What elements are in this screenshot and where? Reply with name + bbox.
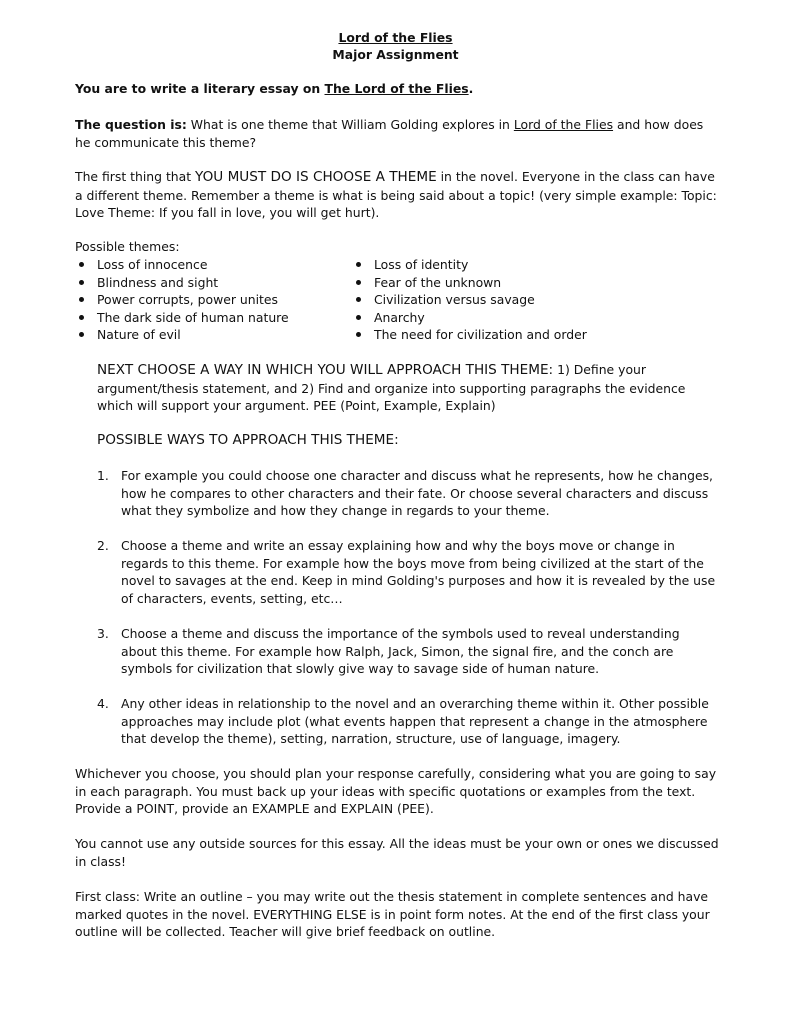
item-number: 3. (97, 626, 109, 641)
theme-item (352, 274, 587, 292)
theme-item (75, 309, 289, 327)
bullet-icon (356, 315, 361, 320)
first-thing-emphasis: YOU MUST DO IS CHOOSE A THEME (195, 169, 437, 185)
themes-heading: Possible themes: (75, 239, 180, 254)
question-book-title: Lord of the Flies (513, 117, 614, 132)
theme-label: Civilization versus savage (374, 292, 535, 307)
theme-label: Fear of the unknown (374, 274, 502, 290)
item-number: 2. (97, 538, 109, 553)
theme-item (75, 256, 289, 274)
item-number: 4. (97, 696, 109, 711)
bullet-icon (356, 280, 361, 285)
theme-item (352, 326, 587, 344)
theme-label: Loss of identity (374, 257, 469, 272)
theme-item (352, 256, 587, 274)
theme-item (75, 291, 289, 309)
theme-item (75, 274, 289, 292)
whichever-paragraph: Whichever you choose, you should plan your response carefully, considering what you are going to say in each paragraph. You must back up your ideas with specific quotations or examples from the text. Provide a POINT, provide an EXAMPLE and EXPLAIN (PEE). (75, 766, 717, 816)
bullet-icon (79, 315, 84, 320)
item-text: Any other ideas in relationship to the novel and an overarching theme within it. Other possible approaches may include plot (what events happen that represent a change in the atmosphere that develop the theme), setting, narration, structure, use of language, imagery. (121, 696, 709, 746)
document-title: Lord of the Flies (338, 30, 453, 45)
theme-label: Nature of evil (97, 327, 181, 342)
theme-label: Loss of innocence (97, 257, 208, 272)
intro-book-title: The Lord of the Flies (324, 81, 469, 96)
theme-item (352, 309, 587, 327)
document-subtitle: Major Assignment (332, 47, 459, 62)
bullet-icon (356, 297, 361, 302)
themes-column-left (75, 256, 289, 344)
ways-heading: POSSIBLE WAYS TO APPROACH THIS THEME: (97, 432, 399, 448)
intro-period: . (468, 81, 474, 96)
first-class-paragraph: First class: Write an outline – you may write out the thesis statement in complete sentences and have marked quotes in the novel. EVERYTHING ELSE is in point form notes. At the end of the first class your outline will be collected. Teacher will give brief feedback on outline. (75, 889, 710, 939)
first-thing-text: The first thing that (75, 169, 196, 184)
theme-label: Blindness and sight (97, 274, 219, 290)
bullet-icon (79, 332, 84, 337)
item-number: 1. (97, 468, 109, 483)
document-title-block (0, 29, 791, 63)
theme-label: Anarchy (374, 309, 425, 325)
question-label: The question is: (75, 117, 187, 132)
next-choose-text: 1) Define your argument/thesis statement, and 2) Find and organize into supporting paragraphs the evidence which will support your argument. PEE (Point, Example, Explain) (97, 362, 686, 413)
intro-paragraph (75, 80, 720, 98)
bullet-icon (356, 332, 361, 337)
item-text: For example you could choose one character and discuss what he represents, how he changes, how he compares to other characters and their fate. Or choose several characters and discuss what they symbolize and how they change in regards to your theme. (121, 468, 713, 518)
question-paragraph (75, 116, 720, 151)
theme-label: The dark side of human nature (97, 309, 289, 325)
theme-item (75, 326, 289, 344)
bullet-icon (79, 297, 84, 302)
bullet-icon (79, 280, 84, 285)
question-text: What is one theme that William Golding explores in (186, 117, 514, 132)
bullet-icon (356, 262, 361, 267)
bullet-icon (79, 262, 84, 267)
first-thing-paragraph (75, 168, 720, 222)
item-text: Choose a theme and write an essay explaining how and why the boys move or change in regards to this theme. For example how the boys move from being civilized at the start of the novel to savages at the end. Keep in mind Golding's purposes and how it is revealed by the use of characters, events, setting, etc… (121, 538, 716, 606)
theme-item (352, 291, 587, 309)
first-thing-text-end: in the novel. Everyone in the class can have a different theme. Remember a theme is what is being said about a topic! (very simple example: Topic: Love Theme: If you fall in love, you will get hurt). (75, 169, 717, 220)
themes-column-right (352, 256, 587, 344)
question-text-end: and how does he communicate this theme? (75, 117, 704, 150)
theme-label: The need for civilization and order (374, 327, 587, 342)
intro-text: You are to write a literary essay on (75, 81, 325, 96)
next-choose-paragraph (97, 361, 717, 415)
no-outside-sources-paragraph: You cannot use any outside sources for this essay. All the ideas must be your own or ones we discussed in class! (75, 836, 719, 869)
item-text: Choose a theme and discuss the importance of the symbols used to reveal understanding about this theme. For example how Ralph, Jack, Simon, the signal fire, and the conch are symbols for civilization that slowly give way to savage side of human nature. (121, 626, 680, 676)
next-choose-emphasis: NEXT CHOOSE A WAY IN WHICH YOU WILL APPROACH THIS THEME: (97, 362, 554, 378)
theme-label: Power corrupts, power unites (97, 292, 278, 307)
